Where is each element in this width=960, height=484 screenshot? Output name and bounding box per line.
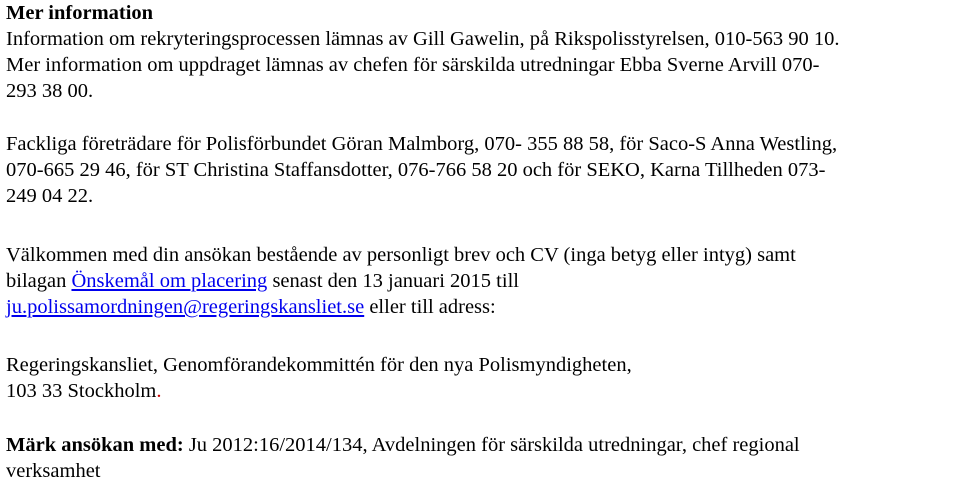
address-line-1: Regeringskansliet, Genomförandekommittén för den nya Polismyndigheten, [6,354,632,376]
info-line-2: Mer information om uppdraget lämnas av chefen för särskilda utredningar Ebba Sverne Arvill 070- [6,54,820,76]
application-line-3-suffix: eller till adress: [364,296,496,318]
application-email-link[interactable]: ju.polissamordningen@regeringskansliet.se [6,296,365,318]
union-representatives-paragraph [6,131,940,209]
section-heading: Mer information [6,2,154,24]
info-paragraph-recruitment [6,26,940,104]
reference-paragraph [6,432,940,484]
reference-value-line-1: Ju 2012:16/2014/134, Avdelningen för särskilda utredningar, chef regional [183,434,800,456]
reference-label: Märk ansökan med: [6,434,184,456]
union-line-2: 070-665 29 46, för ST Christina Staffansdotter, 076-766 58 20 och för SEKO, Karna Tillheden 073- [6,159,826,181]
info-line-1: Information om rekryteringsprocessen lämnas av Gill Gawelin, på Rikspolisstyrelsen, 010-563 90 10. [6,28,840,50]
placement-preferences-link[interactable]: Önskemål om placering [71,270,268,292]
application-line-2-suffix: senast den 13 januari 2015 till [267,270,519,292]
address-period: . [156,380,162,402]
application-line-1: Välkommen med din ansökan bestående av personligt brev och CV (inga betyg eller intyg) samt [6,244,796,266]
application-paragraph [6,242,940,320]
application-line-2-prefix: bilagan [6,270,72,292]
address-line-2: 103 33 Stockholm [6,380,157,402]
reference-value-line-2: verksamhet [6,460,101,482]
union-line-1: Fackliga företrädare för Polisförbundet Göran Malmborg, 070- 355 88 58, för Saco-S Anna Westling, [6,133,838,155]
union-line-3: 249 04 22. [6,185,94,207]
info-line-3: 293 38 00. [6,80,94,102]
address-block [6,352,940,404]
more-info-section [6,0,940,104]
